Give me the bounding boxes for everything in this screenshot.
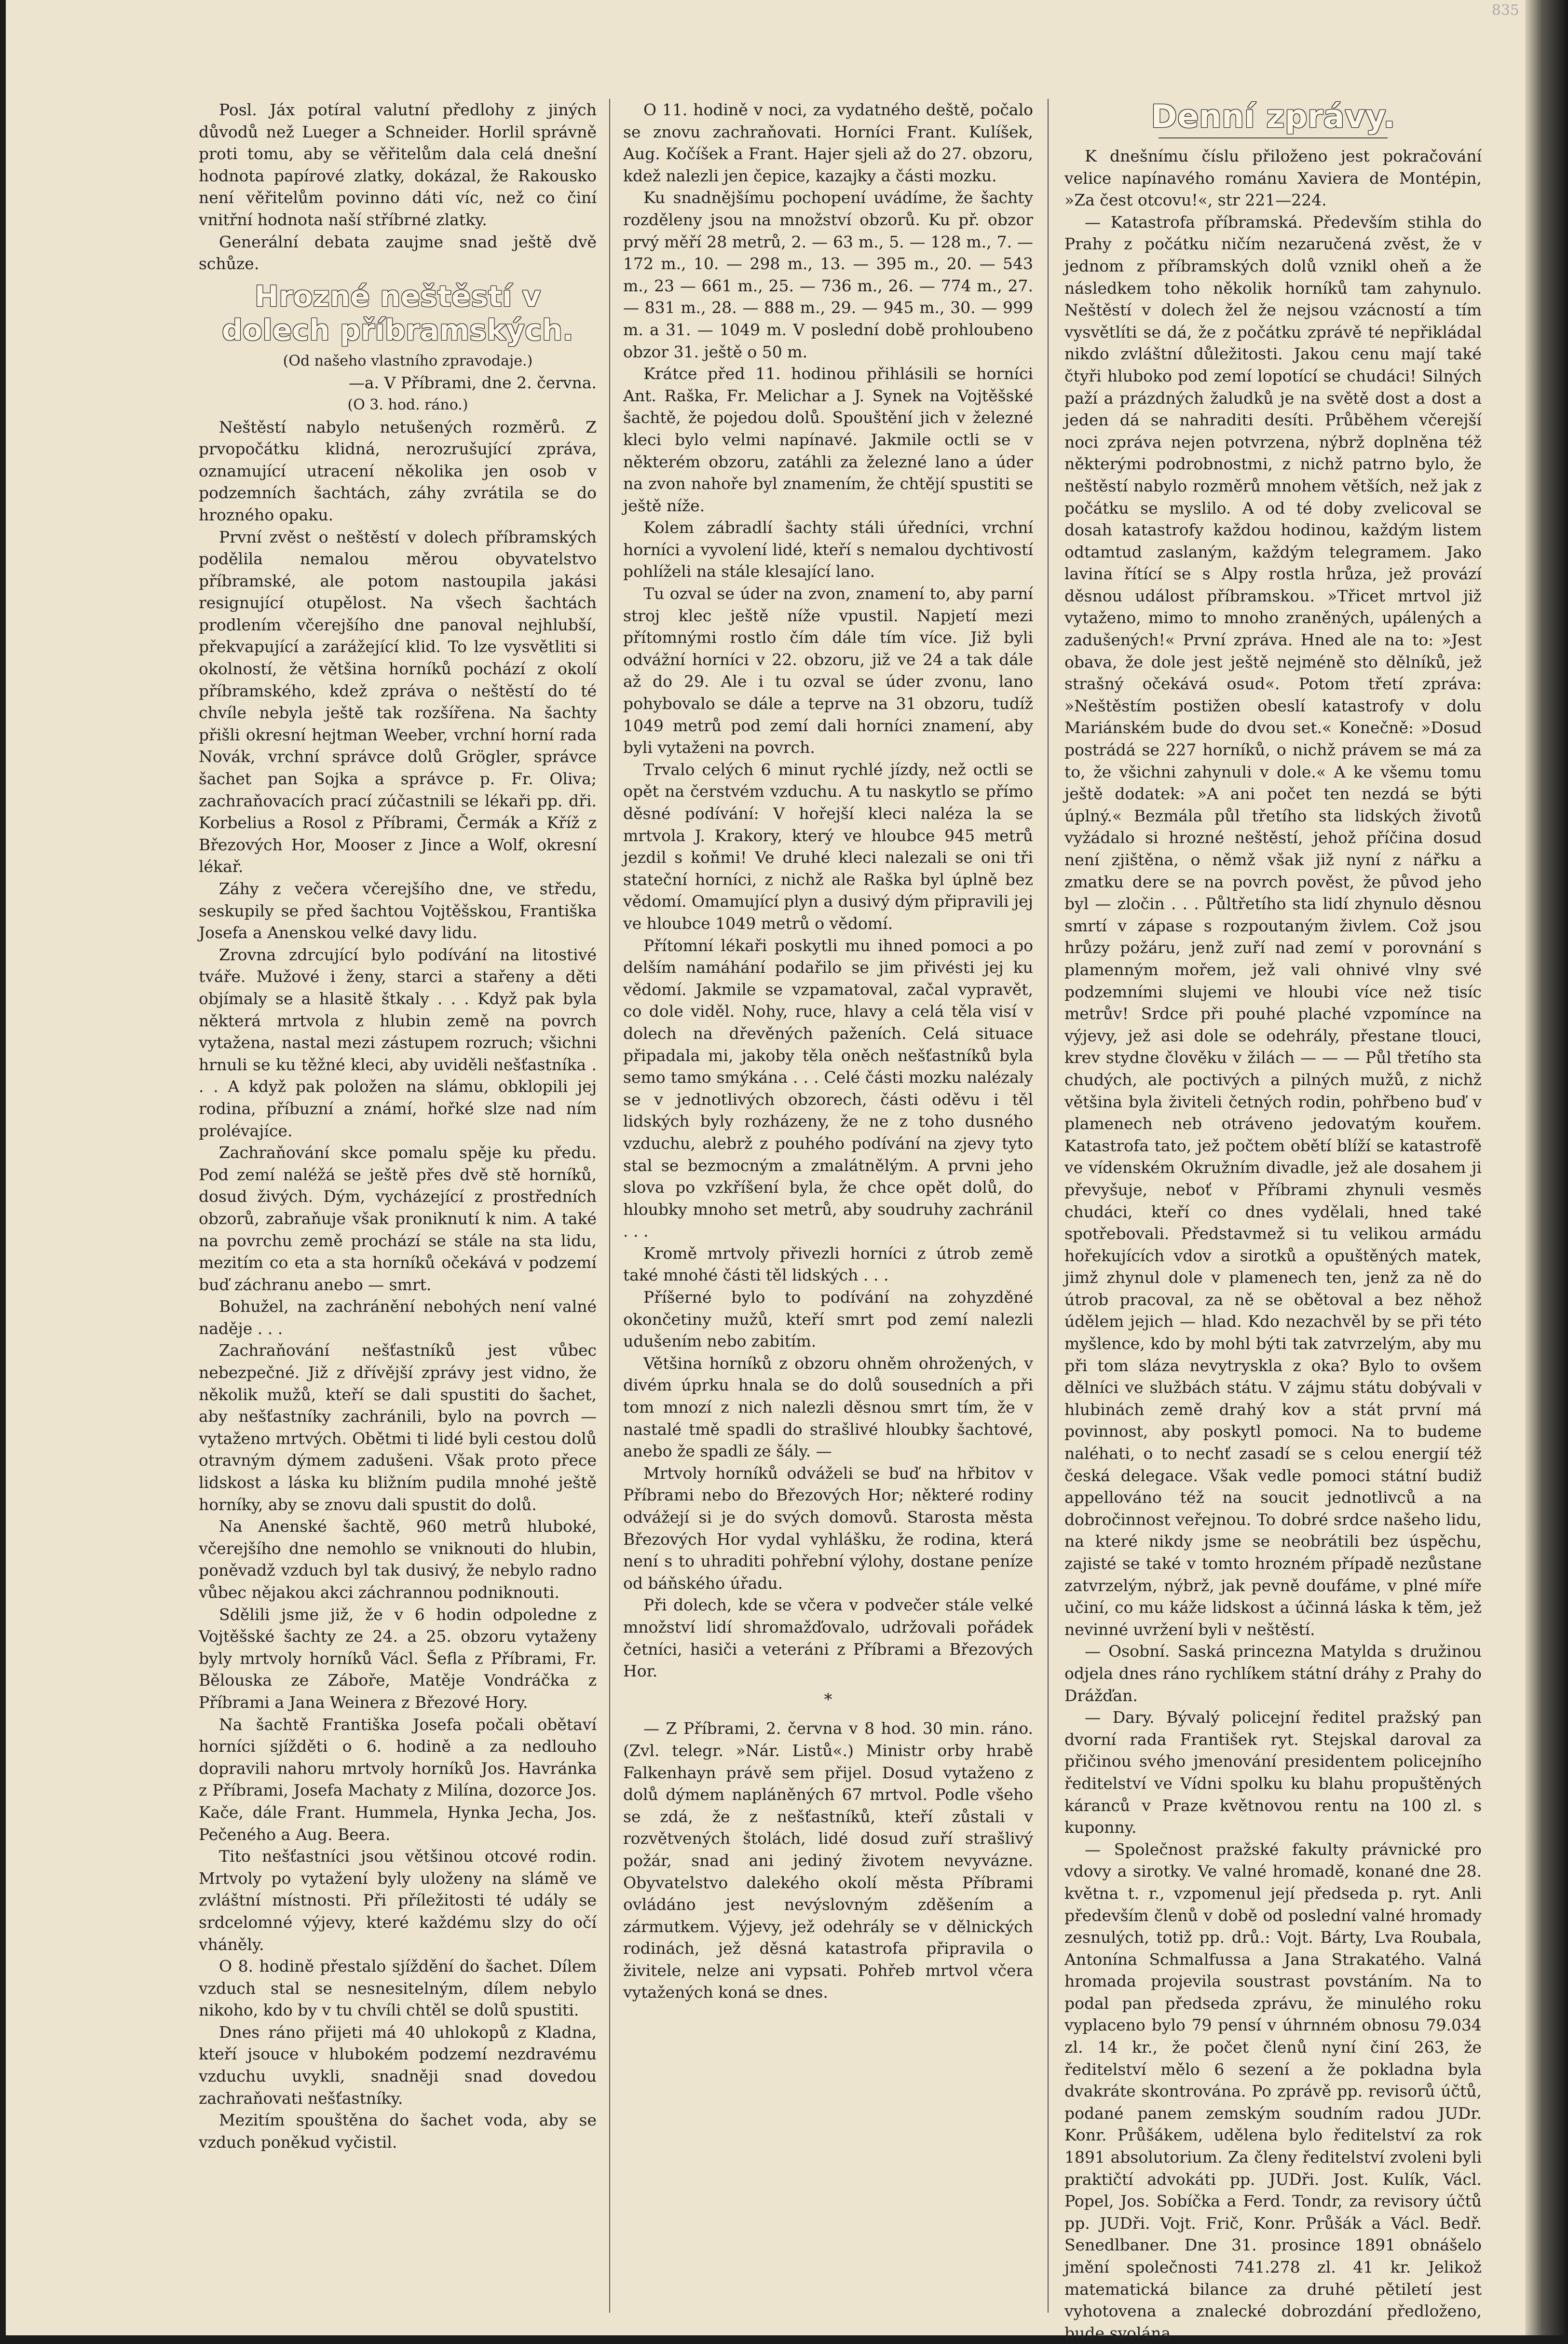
column-rule [609,99,610,2313]
article-source: (Od našeho vlastního zpravodaje.) [283,352,533,369]
paragraph: Mezitím spouštěna do šachet voda, aby se vzduch poněkud vyčistil. [199,2111,597,2152]
paragraph: Dnes ráno přijeti má 40 uhlokopů z Kladna, kteří jsouce v hlubokém podzemí nezdravému vzduchu uvykli, snadněji snad dovedou zachraňovati nešťastníky. [199,2022,597,2108]
column-left [199,99,597,2313]
article-heading: Hrozné neštěstí v dolech příbramských. [221,279,574,347]
page-edge [1525,0,1568,2335]
paragraph: První zvěst o neštěstí v dolech příbramských podělila nemalou měrou obyvatelstvo příbramské, ale potom nastoupila jakási resignující otupělost. Na všech šachtách prodlením včerejšího dne panoval nejhlubší, překvapující a zarážející klid. To lze vysvětliti si okolností, že většina horníků pochází z okolí příbramského, kdež zpráva o neštěstí do té chvíle nebyla ještě tak rozšířena. Na šachty přišli okresní hejtman Weeber, vrchní horní rada Novák, vrchní správce dolů Grögler, správce šachet pan Sojka a správce p. Fr. Oliva; zachraňovacích prací zúčastnili se lékaři pp. dři. Korbelius a Rosol z Příbrami, Čermák a Kříž z Březových Hor, Mooser z Jince a Wolf, okresní lékař. [199,527,597,876]
paragraph: Trvalo celých 6 minut rychlé jízdy, než octli se opět na čerstvém vzduchu. A tu naskytlo se přímo děsné podívání: V hořejší kleci naléza la se mrtvola J. Krakory, který ve hloubce 945 metrů jezdil s koňmi! Ve druhé kleci nalezali se oni tři stateční horníci, z nichž ale Raška byl úplně bez vědomí. Omamující plyn a dusivý dým připravili jej ve hloubce 1049 metrů o vědomí. [623,760,1033,933]
dateline-time: (O 3. hod. ráno.) [347,396,468,413]
section-heading: Denní zprávy. [1151,98,1395,135]
column-middle [623,99,1033,2313]
paragraph: O 8. hodině přestalo sjíždění do šachet. Dílem vzduch stal se nesnesitelným, dílem nebylo nikoho, kdo by v tu chvíli chtěl se dolů spustiti. [199,1957,597,2020]
paragraph: Zrovna zdrcující bylo podívání na litostivé tváře. Mužové i ženy, starci a stařeny a děti objímaly se a hlasitě štkaly . . . Když pak byla některá mrtvola z hlubin země na povrch vytažena, nastal mezi zástupem rozruch; všichni hrnuli se ku těžné kleci, aby uviděli nešťastníka . . . A když pak položen na slámu, obklopili jej rodina, příbuzní a známí, hořké slze nad ním prolévajíce. [199,945,597,1140]
paragraph: Záhy z večera včerejšího dne, ve středu, seskupily se před šachtou Vojtěšskou, Františka Josefa a Anenskou velké davy lidu. [199,879,597,942]
paragraph: Bohužel, na zachránění nebohých není valné naděje . . . [199,1297,597,1338]
dateline: —a. V Příbrami, dne 2. června. [348,373,597,393]
paragraph: Mrtvoly horníků odváželi se buď na hřbitov v Příbrami nebo do Březových Hor; některé rodiny odvážejí si je do svých domovů. Starosta města Březových Hor vydal vyhlášku, že rodina, která není s to uhraditi pohřební výlohy, dostane peníze od báňského úřadu. [623,1463,1033,1593]
paragraph: Na šachtě Františka Josefa počali obětaví horníci sjížděti o 6. hodině a za nedlouho dopravili nahoru mrtvoly horníků Jos. Havránka z Příbrami, Josefa Machaty z Milína, dozorce Jos. Kače, dále Frant. Hummela, Hynka Jecha, Jos. Pečeného a Aug. Beera. [199,1715,597,1844]
column-rule [1048,99,1049,2313]
page-number: 835 [1491,2,1519,19]
paragraph: Tu ozval se úder na zvon, znamení to, aby parní stroj klec ještě níže vpustil. Napjetí mezi přítomnými rostlo čím dále tím více. Již byli odvážní horníci v 22. obzoru, již ve 24 a tak dále až do 29. Ale i tu ozval se úder zvonu, lano pohybovalo se dále a teprve na 31 obzoru, tudíž 1049 metrů pod zemí dali horníci znamení, aby byli vytaženi na povrch. [623,584,1033,757]
paragraph: Kolem zábradlí šachty stáli úředníci, vrchní horníci a vyvolení lidé, kteří s nemalou dychtivostí pohlíželi na stále klesající lano. [623,518,1033,581]
paragraph: Při dolech, kde se včera v podvečer stále velké množství lidí shromažďovalo, udržovali pořádek četníci, hasiči a veteráni z Příbrami a Březových Hor. [623,1595,1033,1681]
paragraph: — Osobní. Saská princezna Matylda s družinou odjela dnes ráno rychlíkem státní dráhy z Prahy do Drážďan. [1064,1642,1482,1705]
paragraph: Krátce před 11. hodinou přihlásili se horníci Ant. Raška, Fr. Melichar a J. Synek na Vojtěšské šachtě, že pojedou dolů. Spouštění jich v železné kleci bylo velmi napínavé. Jakmile octli se v některém obzoru, zatáhli za železné lano a úder na zvon nahoře byl znamením, že chtějí spustiti se ještě níže. [623,364,1033,515]
paragraph: Přítomní lékaři poskytli mu ihned pomoci a po delším namáhání podařilo se jim přivésti jej ku vědomí. Jakmile se vzpamatoval, začal vypravět, co dole viděl. Nohy, ruce, hlavy a celá těla visí v dolech na dřevěných paženích. Celá situace připadala mi, jakoby těla oněch nešťastníků byla semo tamo smýkána . . . Celé části mozku nalézaly se v jednotlivých obzorech, části oděvu i těl lidských byly rozházeny, že ne z toho dusného vzduchu, alebrž z pouhého podívání na zjevy tyto stal se bezmocným a zmalátnělým. A prvni jeho slova po vzkříšení byla, že chce opět dolů, do hloubky mnoho set metrů, aby soudruhy zachránil . . . [623,936,1033,1241]
paragraph: Kromě mrtvoly přivezli horníci z útrob země také mnohé části těl lidských . . . [623,1243,1033,1285]
heading-divider [1159,137,1388,138]
paragraph: Příšerné bylo to podívání na zohyzděné okončetiny mužů, kteří smrt pod zemí nalezli udušením nebo zabitím. [623,1288,1033,1351]
paragraph: — Dary. Bývalý policejní ředitel pražský pan dvorní rada František ryt. Stejskal daroval za přičinou svého jmenování presidentem policejního ředitelství ve Vídni spolku ku blahu propuštěných káranců v Praze květnovou rentu na 100 zl. s kuponny. [1064,1708,1482,1837]
paragraph: Na Anenské šachtě, 960 metrů hluboké, včerejšího dne nemohlo se vniknouti do hlubin, poněvadž vzduch byl tak dusivý, že nebylo radno vůbec nějakou akci záchrannou podniknouti. [199,1517,597,1602]
paragraph: Generální debata zaujme snad ještě dvě schůze. [199,232,597,273]
column-right [1064,98,1482,2343]
paragraph: Ku snadnějšímu pochopení uvádíme, že šachty rozděleny jsou na množství obzorů. Ku př. obzor prvý měří 28 metrů, 2. — 63 m., 5. — 128 m., 7. — 172 m., 10. — 298 m., 13. — 395 m., 20. — 543 m., 23 — 661 m., 25. — 736 m., 26. — 774 m., 27. — 831 m., 28. — 888 m., 29. — 945 m., 30. — 999 m. a 31. — 1049 m. V poslední době prohloubeno obzor 31. ještě o 50 m. [623,188,1033,361]
paragraph: Sdělili jsme již, že v 6 hodin odpoledne z Vojtěšské šachty ze 24. a 25. obzoru vytaženy byly mrtvoly horníků Václ. Šefla z Příbrami, Fr. Bělouska ze Záboře, Matěje Vondráčka z Příbrami a Jana Weinera z Březové Hory. [199,1605,597,1712]
paragraph: Zachraňování skce pomalu spěje ku předu. Pod zemí naléžá se ještě přes dvě stě horníků, dosud živých. Dým, vycházející z prostředních obzorů, zabraňuje však proniknutí k nim. A také na povrchu země prochází se stále na sta lidu, mezitím co eta a sta horníků očekává v podzemí buď záchranu anebo — smrt. [199,1143,597,1294]
paragraph: Neštěstí nabylo netušených rozměrů. Z prvopočátku klidná, nerozrušující zpráva, oznamující utracení několika jen osob v podzemních šachtách, záhy zvrátila se do hrozného opaku. [199,417,597,524]
paragraph: O 11. hodině v noci, za vydatného deště, počalo se znovu zachraňovati. Horníci Frant. Kulíšek, Aug. Kočíšek a Frant. Hajer sjeli až do 27. obzoru, kdež nalezli jen čepice, kazajky a části mozku. [623,100,1033,185]
newspaper-page [6,0,1525,2343]
paragraph: Většina horníků z obzoru ohněm ohrožených, v divém úprku hnala se do dolů sousedních a při tom mnozí z nich nalezli děsnou smrt tím, že v nastalé tmě spadli do strašlivé hloubky šachtové, anebo že spadli ze šály. — [623,1353,1033,1461]
paragraph: — Z Příbrami, 2. června v 8 hod. 30 min. ráno. (Zvl. telegr. »Nár. Listů«.) Ministr orby hrabě Falkenhayn právě sem přijel. Dosud vytaženo z dolů dýmem napláněných 67 mrtvol. Podle všeho se zdá, že z nešťastníků, kteří zůstali v rozvětvených štolách, lidé dosud zuří strašlivý požár, snad ani jediný životem nevyvázne. Obyvatelstvo dalekého okolí města Příbrami ovládáno jest nevýslovným zděšením a zármutkem. Výjevy, jež odehrály se v dělnických rodinách, jež děsná katastrofa připravila o živitele, nelze ani vypsati. Pohřeb mrtvol včera vytažených koná se dnes. [623,1719,1033,2002]
paragraph: — Katastrofa příbramská. Především stihla do Prahy z počátku ničím nezaručená zvěst, že v jednom z příbramských dolů vznikl oheň a že následkem toho několik horníků tam zahynulo. Neštěstí v dolech žel že nejsou vzácností a tím vysvětlíti se dá, že z počátku zprávě té nepřikládal nikdo zvláštní důležitosti. Jakou cenu mají také čtyři hluboko pod zemí lopotící se chudáci! Silných paží a prázdných žaludků je na světě dost a dost a jeden dá se nahraditi desíti. Průběhem včerejší noci zpráva nejen potvrzena, nýbrž doplněna též některými podrobnostmi, z nichž patrno bylo, že neštěstí nabylo rozměrů mnohem větších, než jak z počátku se myslilo. A od té doby zvelicoval se dosah katastrofy každou hodinou, každým listem odtamtud zaslaným, každým telegramem. Jako lavina řítící se s Alpy rostla hrůza, jež provází děsnou událost příbramskou. »Třicet mrtvol již vytaženo, mimo to mnoho zraněných, upálených a zadušených!« První zpráva. Hned ale na to: »Jest obava, že dole jest ještě nejméně sto dělníků, jež strašný očekává osud«. Potom třetí zpráva: »Neštěstím postižen obeslí katastrofy v dolu Mariánském bude do dvou set.« Konečně: »Dosud postrádá se 227 horníků, o nichž právem se má za to, že všichni zahynuli v dole.« A ke všemu tomu ještě dodatek: »A ani počet ten nezdá se býti úplný.« Bezmála půl třetího sta lidských životů vyžádalo si hrozné neštěstí, jehož příčina dosud není zjištěna, o němž však již nyní z nářku a zmatku dere se na povrch pověst, že původ jeho byl — zločin . . . Půltřetího sta lidí zhynulo děsnou smrtí v zápase s rozpoutaným živlem. Což jsou hrůzy požáru, jenž zuří nad zemí v porovnání s plamenným mořem, jež vali ohnivé vlny své podzemními slujemi ve hloubi více než tisíc metrův! Srdce při pouhé plaché vzpomínce na výjevy, jež asi dole se odehrály, přestane tlouci, krev stydne člověku v žilách — — — Půl třetího sta chudých, ale poctivých a pilných mužů, z nichž většina byla živiteli četných rodin, pohřbeno buď v plamenech neb otráveno jedovatým kouřem. Katastrofa tato, jež počtem obětí blíží se katastrofě ve vídenském Okružním divadle, jež ale dosahem ji převyšuje, neboť v Příbrami zhynuli vesměs chudáci, kteří co dnes vydělali, hned také spotřebovali. Představmež si tu velikou armádu hořekujících vdov a sirotků a opuštěných matek, jimž zhynul dole v plamenech ten, jenž za ně do útrob pracoval, za ně se obětoval a bez něhož údělem jejich — hlad. Kdo nezachvěl by se při této myšlence, kdo by mohl býti tak zatvrzelým, aby mu při tom sláza nevytryskla z oka? Bylo to ovšem dělníci ve službách státu. V zájmu státu dobývali v hlubinách země drahý kov a stát první má povinnost, aby poskytl pomoci. Na to budeme naléhati, o to nechť zasadí se s celou energií též česká delegace. Však vedle pomoci státní budiž appellováno též na soucit jednotlivců a na dobročinnost veřejnou. To dobré srdce našeho lidu, na které nikdy jsme se neobrátili bez úspěchu, zajisté se také v tomto hrozném případě nezůstane zatvrzelým, nýbrž, jak pevně doufáme, v plné míře učiní, co mu káže lidskost a účinná láska k těm, jež nevinné uvržení byli v neštěstí. [1064,212,1482,1639]
paragraph: Zachraňování nešťastníků jest vůbec nebezpečné. Již z dřívější zprávy jest vidno, že několik mužů, kteří se dali spustiti do šachet, aby nešťastníky zachránili, bylo na povrch — vytaženo mrtvých. Obětmi ti lidé byli cestou dolů otravným dýmem zadušeni. Však proto přece lidskost a láska ku bližním pudila mnohé ještě horníky, aby se znovu dali spustit do dolů. [199,1341,597,1514]
paragraph: — Společnost pražské fakulty právnické pro vdovy a sirotky. Ve valné hromadě, konané dne 28. května t. r., vzpomenul její předseda p. ryt. Anli především členů v době od poslední valné hromady zesnulých, totiž pp. drů.: Vojt. Bárty, Lva Roubala, Antonína Schmalfussa a Jana Strakatého. Valná hromada projevila soustrast povstáním. Na to podal pan předseda zprávu, že minulého roku vyplaceno bylo 79 pensí v úhrnném obnosu 79.034 zl. 14 kr., že počet členů nyní činí 263, že ředitelství mělo 6 sezení a že pokladna byla dvakráte skontrována. Po zprávě pp. revisorů účtů, podané panem zemským soudním radou JUDr. Konr. Průšákem, udělena bylo ředitelství za rok 1891 absolutorium. Za členy ředitelství zvoleni byli praktičtí advokáti pp. JUDři. Jost. Kulík, Václ. Popel, Jos. Sobíčka a Ferd. Tondr, za revisory účtů pp. JUDři. Vojt. Frič, Konr. Průšák a Václ. Bedř. Senedlbaner. Dne 31. prosince 1891 obnášelo jmění společnosti 741.278 zl. 41 kr. Jelikož matematická bilance za druhé pětiletí jest vyhotovena a znalecké dobrozdání předloženo, bude svolána [1064,1840,1482,2343]
section-asterisk: * [824,1690,832,1709]
paragraph: Tito nešťastníci jsou většinou otcové rodin. Mrtvoly po vytažení byly uloženy na slámě ve zvláštní místnosti. Při příležitosti té udály se srdcelomné výjevy, které každému slzy do očí vháněly. [199,1847,597,1954]
paragraph: K dnešnímu číslu přiloženo jest pokračování velice napínavého románu Xaviera de Montépin, »Za čest otcovu!«, str 221—224. [1064,147,1482,210]
paragraph: Posl. Jáx potíral valutní předlohy z jiných důvodů než Lueger a Schneider. Horlil správně proti tomu, aby se věřitelům dala celá dnešní hodnota papírové zlatky, dokázal, že Rakousko není věřitelům povinno dáti víc, než co činí vnitřní hodnota naší stříbrné zlatky. [199,100,597,229]
